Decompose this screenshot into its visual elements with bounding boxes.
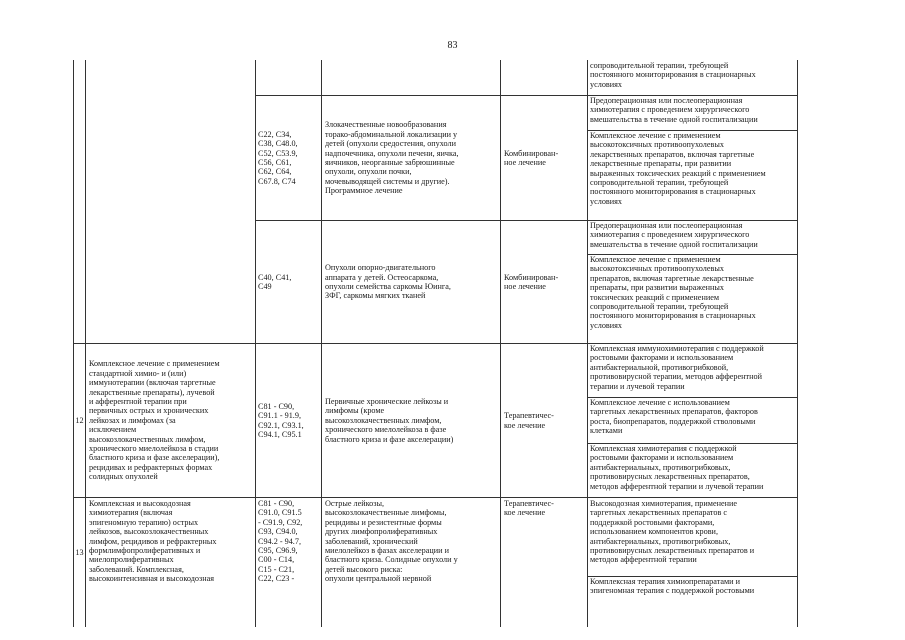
icd-codes-cell	[258, 221, 320, 343]
treatment-type: Комбинирован- ное лечение	[504, 148, 559, 167]
method-cell: Комплексное лечение с использованием таргетных лекарственных препаратов, факторов роста, биопрепаратов, поддержкой стволовыми клетками	[590, 398, 758, 436]
icd-codes: C22, C34, C38, C48.0, C52, C53.9, C56, C61, C62, C64, C67.8, C74	[258, 129, 298, 186]
patient-model-cell	[325, 344, 498, 497]
method-cell: Комплексная иммунохимиотерапия с поддержкой ростовыми факторами и использованием антибактериальной, противогрибковой, противовирусной терапии, методов афферентной терапии и лучевой терапии	[590, 344, 764, 391]
patient-model: Первичные хронические лейкозы и лимфомы (кроме высокозлокачественных лимфом, хронического миелолейкоза в фазе бластного криза и фазе акселерации)	[325, 396, 454, 444]
method-cell: Комплексное лечение с применением высокотоксичных противоопухолевых лекарственных препаратов, включая таргетные лекарственные препараты, при развитии выраженных токсических реакций с применением сопроводительной терапии, требующей постоянного мониторирования в стационарных условиях	[590, 131, 766, 206]
treatment-type-cell	[504, 221, 586, 343]
treatment-type: Терапевтичес- кое лечение	[504, 411, 554, 430]
icd-codes: C81 - C90, C91.1 - 91.9, C92.1, C93.1, C94.1, C95.1	[258, 401, 304, 439]
icd-codes: C81 - C90, C91.0, C91.5 - C91.9, C92, C93, C94.0, C94.2 - 94.7, C95, C96.9, C00 - C14, C15 - C21, C22, C23 -	[258, 499, 303, 584]
method-cell: Высокодозная химиотерапия, применение таргетных лекарственных препаратов с поддержкой ростовыми факторами, использованием компонентов крови, антибактериальных, противогрибковых, противовирусных лекарственных препаратов и методов афферентной терапии	[590, 499, 755, 565]
treatment-type: Терапевтичес- кое лечение	[504, 499, 554, 518]
icd-codes-cell	[258, 96, 320, 220]
treatment-type: Комбинирован- ное лечение	[504, 272, 559, 291]
icd-codes-cell	[258, 344, 320, 497]
row-number-cell	[74, 498, 85, 608]
method-cell: Комплексное лечение с применением высокотоксичных противоопухолевых препаратов, включая таргетные лекарственные препараты, при развитии выраженных токсических реакций с применением сопроводительной терапии, требующей постоянного мониторирования в стационарных условиях	[590, 255, 756, 330]
patient-model: Опухоли опорно-двигательного аппарата у детей. Остеосаркома, опухоли семейства саркомы Юинга, ЗФГ, саркомы мягких тканей	[325, 263, 451, 301]
icd-codes: C40, C41, C49	[258, 272, 292, 291]
patient-model: Злокачественные новообразования торако-абдоминальной локализации у детей (опухоли средостения, опухоли надпочечника, опухоли печени, яичка, яичников, неорганные забрюшинные опухоли, опухоли почки, мочевыводящей системы и другие). Программное лечение	[325, 120, 459, 196]
method-cell: Комплексная терапия химиопрепаратами и эпигеномная терапия с поддержкой ростовыми	[590, 577, 755, 596]
row-number: 13	[75, 548, 84, 558]
treatment-type-cell	[504, 96, 586, 220]
care-type-cell	[89, 344, 254, 497]
patient-model-cell	[325, 221, 498, 343]
patient-model: Острые лейкозы, высокозлокачественные лимфомы, рецидивы и резистентные формы других лимфопролиферативных заболеваний, хронический миелолейкоз в фазах акселерации и бластного криза. Солидные опухоли у детей высокого риска: опухоли центральной нервной	[325, 499, 458, 584]
patient-model-cell	[325, 96, 498, 220]
row-number: 12	[75, 415, 84, 425]
method-cell: Комплексная химиотерапия с поддержкой ростовыми факторами и использованием антибактериальных, противогрибковых, противовирусных лекарственных препаратов, методов афферентной терапии и лучевой терапии	[590, 444, 764, 491]
care-type-name: Комплексная и высокодозная химиотерапия (включая эпигеномную терапию) острых лейкозов, высокозлокачественных лимфом, рецидивов и рефрактерных формлимфопролиферативных и миелопролиферативных заболеваний. Комплексная, высокоинтенсивная и высокодозная	[89, 499, 217, 584]
row-number-cell	[74, 344, 85, 497]
method-cell: Предоперационная или послеоперационная химиотерапия с проведением хирургического вмешательства в течение одной госпитализации	[590, 221, 758, 249]
method-cell: Предоперационная или послеоперационная химиотерапия с проведением хирургического вмешательства в течение одной госпитализации	[590, 96, 758, 124]
treatment-type-cell	[504, 344, 586, 497]
page-number: 83	[447, 40, 458, 51]
method-cell: сопроводительной терапии, требующей постоянного мониторирования в стационарных условиях	[590, 61, 756, 89]
care-type-name: Комплексное лечение с применением стандартной химио- и (или) иммунотерапии (включая таргетные лекарственные препараты), лучевой и афферентной терапии при первичных острых и хронических лейкозах и лимфомах (за исключением высокозлокачественных лимфом, хронического миелолейкоза в стадии бластного криза и фазе акселерации), рецидивах и рефрактерных формах солидных опухолей	[89, 359, 220, 482]
